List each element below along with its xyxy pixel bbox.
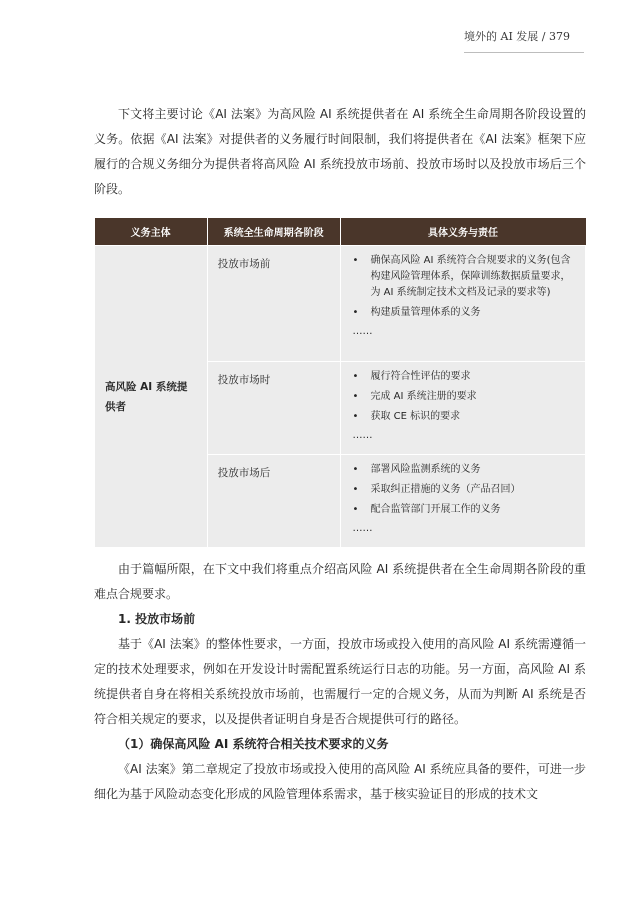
table-row bbox=[95, 246, 586, 362]
intro-paragraph: 下文将主要讨论《AI 法案》为高风险 AI 系统提供者在 AI 系统全生命周期各阶段设置的义务。依据《AI 法案》对提供者的义务履行时间限制，我们将提供者在《AI 法案》框架下应履行的合规义务细分为提供者将高风险 AI 系统投放市场前、投放市场时以及投放市场后三个阶段。 bbox=[94, 107, 586, 196]
duties-cell bbox=[340, 362, 586, 455]
after-table-paragraph: 由于篇幅所限，在下文中我们将重点介绍高风险 AI 系统提供者在全生命周期各阶段的重难点合规要求。 bbox=[94, 562, 586, 601]
header-rule bbox=[464, 52, 584, 53]
section-paragraph: 基于《AI 法案》的整体性要求，一方面，投放市场或投入使用的高风险 AI 系统需遵循一定的技术处理要求，例如在开发设计时需配置系统运行日志的功能。另一方面，高风险 AI 系统提供者自身在将相关系统投放市场前，也需履行一定的合规义务，从而为判断 AI 系统是否符合相关规定的要求，以及提供者证明自身是否合规提供可行的路径。 bbox=[94, 637, 586, 726]
stage-cell: 投放市场前 bbox=[207, 246, 340, 362]
duties-cell bbox=[340, 246, 586, 362]
page-body bbox=[94, 102, 586, 807]
duty-item: • 配合监管部门开展工作的义务 bbox=[353, 502, 576, 518]
duty-item: • 构建质量管理体系的义务 bbox=[353, 305, 576, 321]
ellipsis: …… bbox=[352, 523, 373, 534]
duty-list bbox=[353, 253, 576, 321]
duty-item: • 履行符合性评估的要求 bbox=[353, 369, 576, 385]
header-duties: 具体义务与责任 bbox=[340, 218, 586, 246]
stage-cell: 投放市场后 bbox=[207, 455, 340, 548]
duty-list bbox=[353, 369, 576, 425]
duty-item: • 完成 AI 系统注册的要求 bbox=[353, 389, 576, 405]
subsection-paragraph: 《AI 法案》第二章规定了投放市场或投入使用的高风险 AI 系统应具备的要件，可进一步细化为基于风险动态变化形成的风险管理体系需求，基于核实验证目的形成的技术文 bbox=[94, 762, 586, 801]
duty-item: • 获取 CE 标识的要求 bbox=[353, 409, 576, 425]
running-header bbox=[464, 28, 584, 53]
table-header-row bbox=[95, 218, 586, 246]
section-heading: 1. 投放市场前 bbox=[118, 612, 196, 626]
ellipsis: …… bbox=[352, 326, 373, 337]
duty-item: • 确保高风险 AI 系统符合合规要求的义务(包含构建风险管理体系，保障训练数据质量要求，为 AI 系统制定技术文档及记录的要求等) bbox=[353, 253, 576, 301]
ellipsis: …… bbox=[352, 430, 373, 441]
subject-cell: 高风险 AI 系统提供者 bbox=[95, 246, 208, 548]
duty-item: • 采取纠正措施的义务（产品召回） bbox=[353, 482, 576, 498]
header-subject: 义务主体 bbox=[95, 218, 208, 246]
duty-list bbox=[353, 462, 576, 518]
running-title: 境外的 AI 发展 / 379 bbox=[464, 30, 570, 43]
obligations-table bbox=[94, 218, 586, 548]
subsection-heading: （1）确保高风险 AI 系统符合相关技术要求的义务 bbox=[118, 737, 389, 751]
stage-cell: 投放市场时 bbox=[207, 362, 340, 455]
duties-cell bbox=[340, 455, 586, 548]
header-stage: 系统全生命周期各阶段 bbox=[207, 218, 340, 246]
duty-item: • 部署风险监测系统的义务 bbox=[353, 462, 576, 478]
